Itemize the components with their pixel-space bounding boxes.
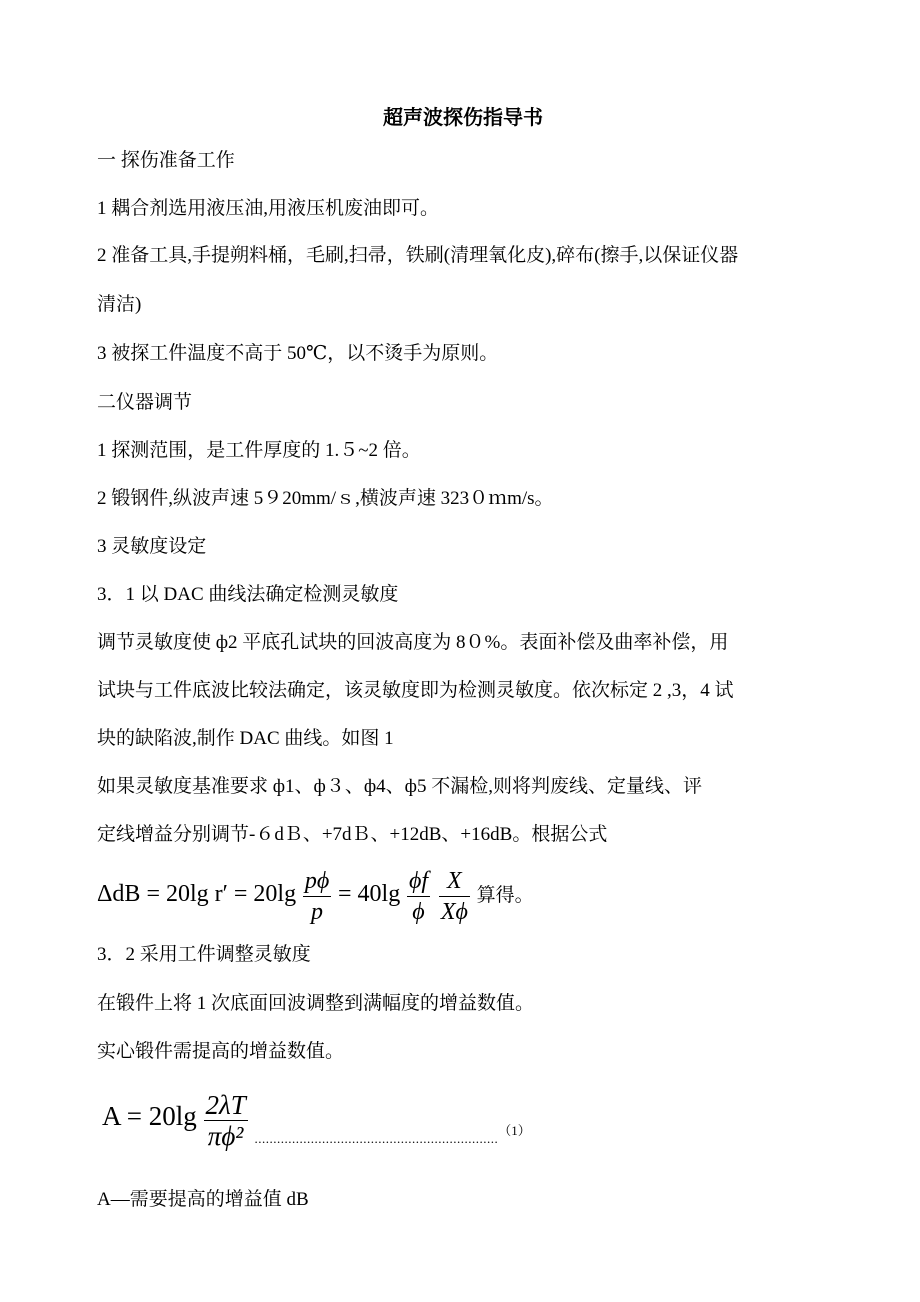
paragraph: 2 锻钢件,纵波声速 5９20mm/ｓ,横波声速 323０ｍm/s。 (97, 488, 554, 509)
paragraph: 实心锻件需提高的增益数值。 (97, 1041, 345, 1062)
subheading: 3．2 采用工件调整灵敏度 (97, 944, 311, 965)
paragraph: 试块与工件底波比较法确定，该灵敏度即为检测灵敏度。依次标定 2 ,3，4 试 (97, 680, 734, 701)
paragraph: 调节灵敏度使 ф2 平底孔试块的回波高度为 8０%。表面补偿及曲率补偿，用 (97, 632, 729, 653)
fraction: $\frac{X}{X\phi}$ (440, 868, 468, 925)
fraction: $\frac{\phi f}{\phi}$ (408, 868, 429, 925)
equation-number: （1） (498, 1122, 531, 1138)
paragraph: 3 被探工件温度不高于 50℃，以不烫手为原则。 (97, 343, 499, 364)
paragraph: 清洁) (97, 294, 142, 315)
formula-suffix: 算得。 (476, 884, 534, 906)
fraction: $\frac{p\phi}{p}$ (304, 868, 330, 925)
fraction: $\frac{2\lambda T}{\text{πϕ²}}$ (205, 1090, 246, 1151)
leader-dots: ................................................................. (254, 1130, 499, 1146)
paragraph: 在锻件上将 1 次底面回波调整到满幅度的增益数值。 (97, 993, 535, 1014)
section-heading: 二仪器调节 (97, 392, 193, 413)
formula-lhs: ΔdB = 20lg r′ = 20lg (97, 880, 297, 907)
paragraph: 1 探测范围，是工件厚度的 1.５~2 倍。 (97, 440, 421, 461)
section-heading: 一 探伤准备工作 (97, 150, 235, 171)
paragraph: 块的缺陷波,制作 DAC 曲线。如图 1 (97, 728, 394, 749)
formula-delta-db (97, 866, 534, 927)
formula-lhs: A = 20lg (102, 1100, 197, 1131)
paragraph: 1 耦合剂选用液压油,用液压机废油即可。 (97, 198, 440, 219)
paragraph: 定线增益分别调节-６dＢ、+7dＢ、+12dB、+16dB。根据公式 (97, 824, 608, 845)
paragraph: 如果灵敏度基准要求 ф1、ф３、ф4、ф5 不漏检,则将判废线、定量线、评 (97, 776, 702, 797)
document-title: 超声波探伤指导书 (383, 105, 543, 129)
formula-gain (102, 1090, 531, 1151)
formula-mid: = 40lg (338, 880, 401, 907)
subheading: 3 灵敏度设定 (97, 536, 207, 557)
paragraph: A—需要提高的增益值 dB (97, 1189, 309, 1210)
subheading: 3．1 以 DAC 曲线法确定检测灵敏度 (97, 584, 399, 605)
paragraph: 2 准备工具,手提朔料桶，毛刷,扫帚，铁刷(清理氧化皮),碎布(擦手,以保证仪器 (97, 245, 739, 266)
